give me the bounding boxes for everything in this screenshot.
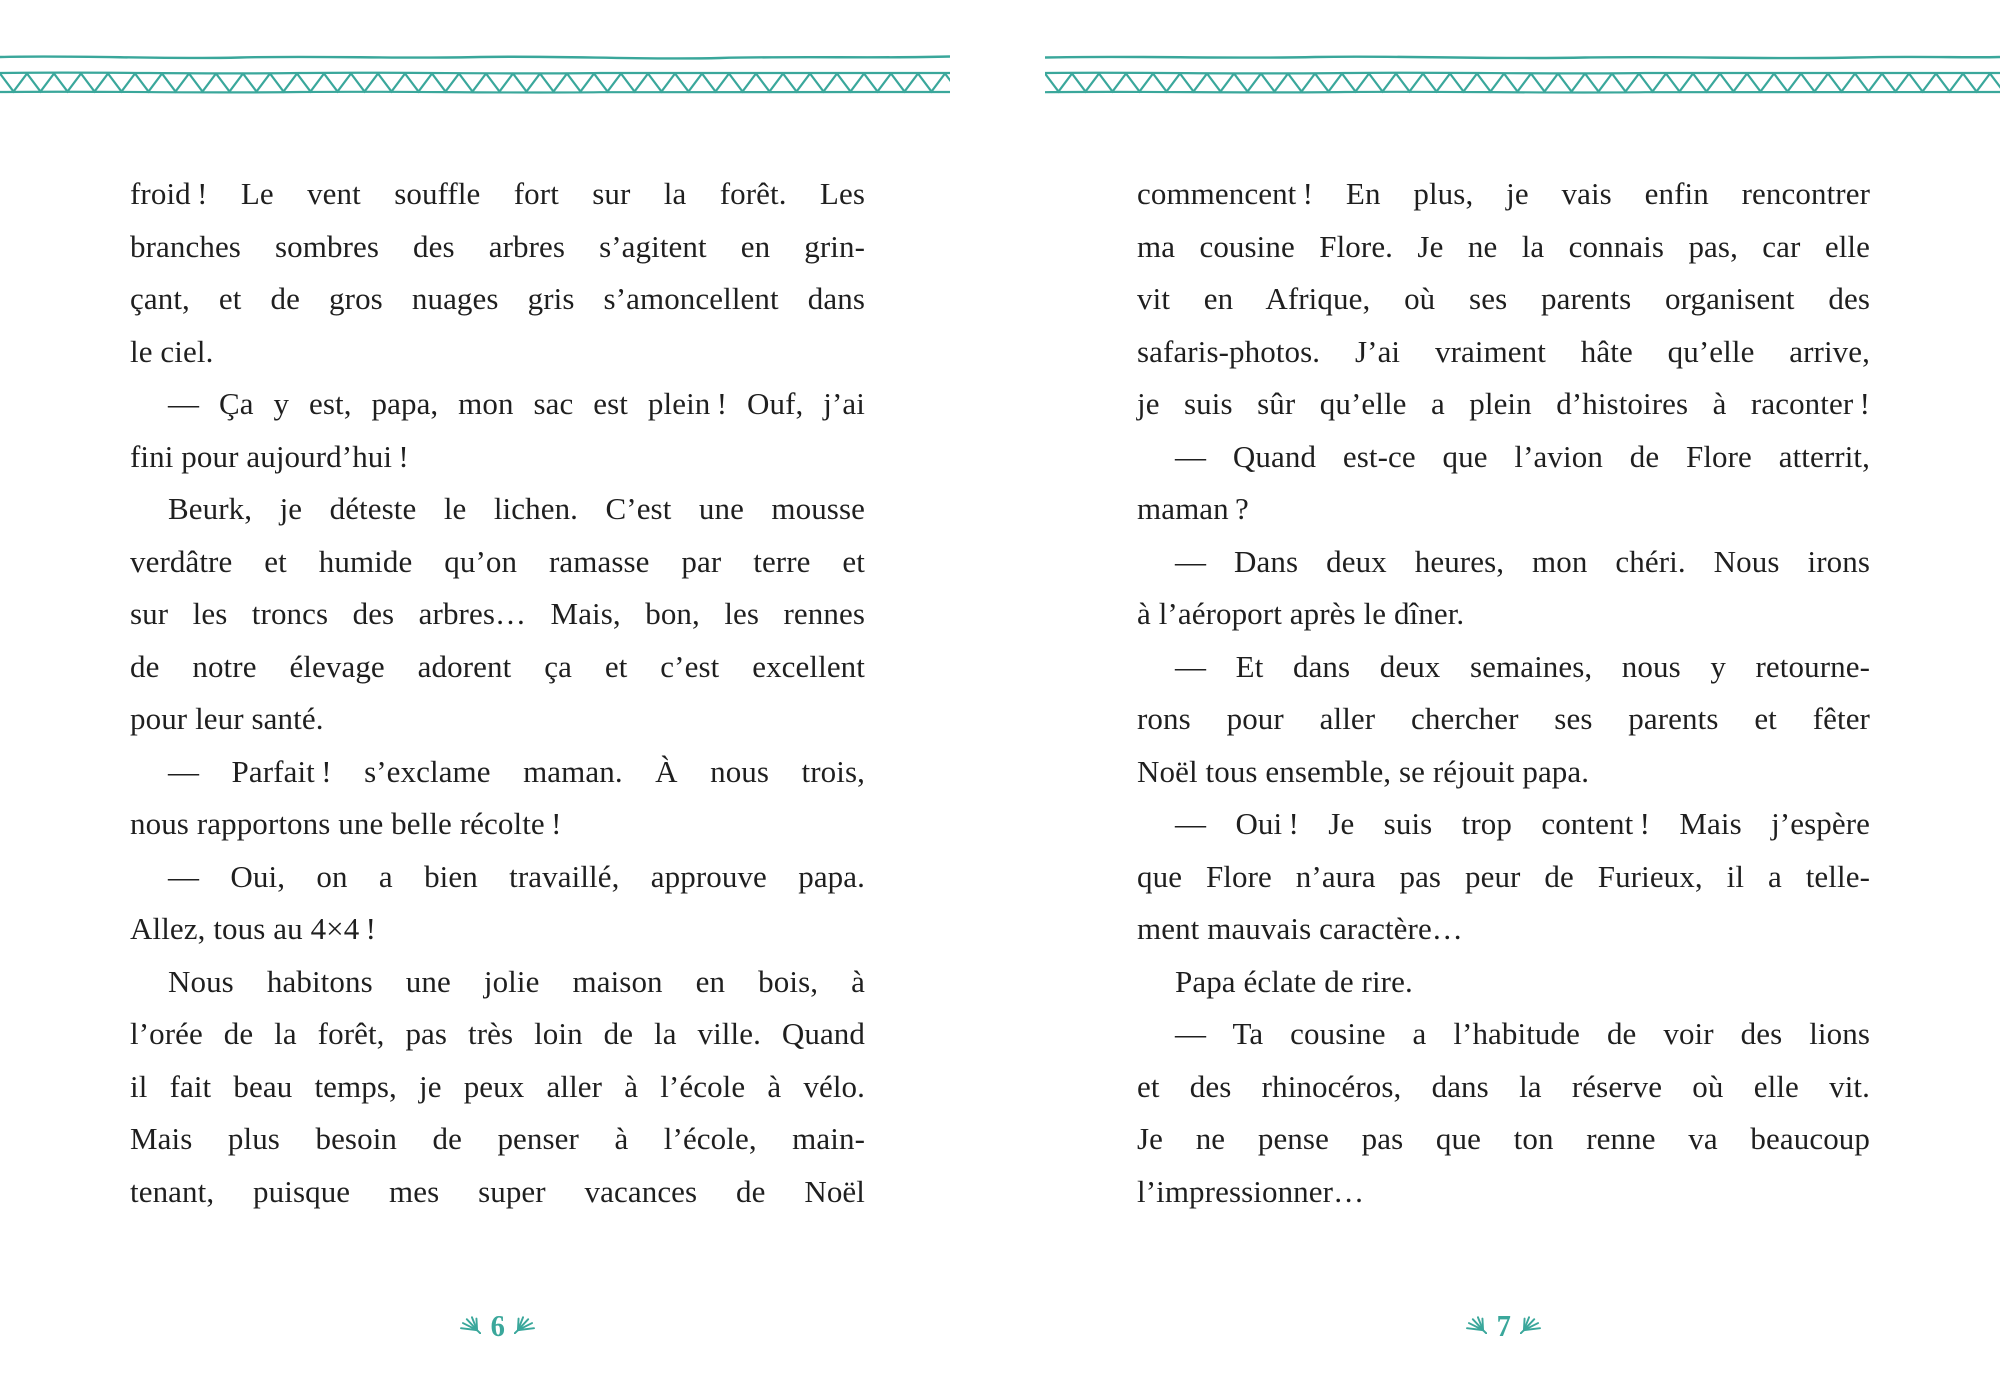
text-line: ma cousine Flore. Je ne la connais pas, car elle — [1137, 228, 1870, 264]
text-line: je suis sûr qu’elle a plein d’histoires à raconter ! — [1137, 386, 1870, 421]
page-right — [1000, 0, 2000, 1400]
text-line: branches sombres des arbres s’agitent en grin- — [130, 228, 865, 264]
text-line: Beurk, je déteste le lichen. C’est une mousse — [168, 491, 865, 526]
grass-tuft-right-icon — [514, 1316, 536, 1334]
grass-tuft-left-icon — [459, 1316, 481, 1334]
text-line: il fait beau temps, je peux aller à l’école à vélo. — [130, 1068, 865, 1104]
text-column-left — [130, 168, 865, 1218]
text-line: Noël tous ensemble, se réjouit papa. — [1137, 753, 1590, 789]
zigzag-border-icon — [0, 50, 950, 100]
text-line: l’impressionner… — [1137, 1173, 1365, 1209]
text-line: le ciel. — [130, 333, 214, 369]
text-line: vit en Afrique, où ses parents organisent des — [1137, 281, 1870, 316]
text-line: froid ! Le vent souffle fort sur la forêt. Les — [130, 176, 865, 211]
text-line: Mais plus besoin de penser à l’école, main- — [130, 1121, 865, 1156]
text-line: — Quand est-ce que l’avion de Flore atterrit, — [1175, 438, 1870, 474]
text-line: safaris-photos. J’ai vraiment hâte qu’elle arrive, — [1137, 333, 1870, 369]
text-line: pour leur santé. — [130, 701, 324, 736]
text-line: — Et dans deux semaines, nous y retourne- — [1175, 648, 1870, 684]
page-footer-right — [1137, 1300, 1870, 1350]
page-number: 6 — [490, 1307, 505, 1343]
text-line: fini pour aujourd’hui ! — [130, 438, 409, 474]
text-line: maman ? — [1137, 491, 1249, 526]
text-line: Je ne pense pas que ton renne va beaucoup — [1137, 1121, 1870, 1156]
text-line: — Oui ! Je suis trop content ! Mais j’espère — [1175, 806, 1870, 841]
text-line: Allez, tous au 4×4 ! — [130, 911, 377, 946]
page-footer-left — [130, 1300, 865, 1350]
text-line: Nous habitons une jolie maison en bois, à — [168, 963, 865, 999]
zigzag-border-icon — [1045, 50, 2000, 100]
text-line: de notre élevage adorent ça et c’est excellent — [130, 648, 865, 684]
text-line: à l’aéroport après le dîner. — [1137, 596, 1465, 631]
text-line: — Ta cousine a l’habitude de voir des lions — [1175, 1016, 1870, 1051]
text-line: tenant, puisque mes super vacances de Noël — [130, 1173, 865, 1209]
text-line: verdâtre et humide qu’on ramasse par terre et — [130, 543, 865, 579]
text-line: — Parfait ! s’exclame maman. À nous trois, — [168, 753, 865, 789]
page-number: 7 — [1496, 1307, 1511, 1343]
text-line: — Oui, on a bien travaillé, approuve papa. — [168, 858, 865, 894]
text-line: Papa éclate de rire. — [1175, 963, 1413, 999]
grass-tuft-left-icon — [1465, 1316, 1487, 1334]
text-line: nous rapportons une belle récolte ! — [130, 806, 562, 841]
text-line: çant, et de gros nuages gris s’amoncellent dans — [130, 281, 865, 316]
text-line: sur les troncs des arbres… Mais, bon, les rennes — [130, 596, 865, 631]
text-column-right — [1137, 168, 1870, 1218]
text-line: et des rhinocéros, dans la réserve où elle vit. — [1137, 1068, 1870, 1104]
text-line: ment mauvais caractère… — [1137, 911, 1463, 946]
text-line: commencent ! En plus, je vais enfin rencontrer — [1137, 176, 1870, 211]
text-line: rons pour aller chercher ses parents et fêter — [1137, 701, 1870, 736]
text-line: que Flore n’aura pas peur de Furieux, il a telle- — [1137, 858, 1870, 894]
text-line: l’orée de la forêt, pas très loin de la ville. Quand — [130, 1016, 865, 1051]
grass-tuft-right-icon — [1520, 1316, 1542, 1334]
text-line: — Ça y est, papa, mon sac est plein ! Ouf, j’ai — [168, 386, 865, 421]
text-line: — Dans deux heures, mon chéri. Nous irons — [1175, 543, 1870, 579]
